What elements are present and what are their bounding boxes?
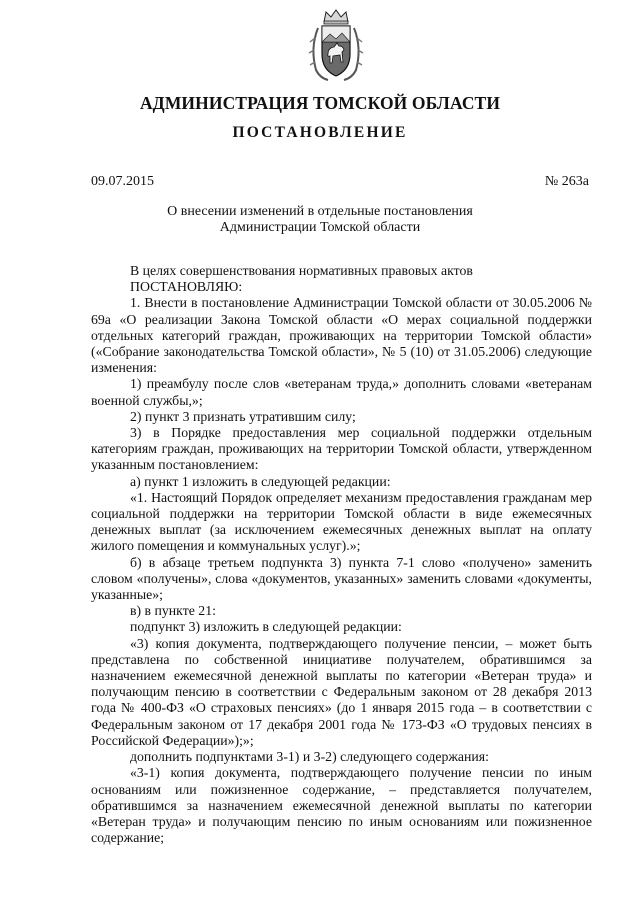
body-paragraph: «3) копия документа, подтверждающего получение пенсии, – может быть представлена по собственной инициативе получателем, обратившимся за назначением ежемесячной денежной выплаты по категории «Ветеран труда» и получающим пенсию в соответствии с Федеральным законом от 28 декабря 2013 года № 400-ФЗ «О страховых пенсиях» (до 1 января 2015 года – в соответствии с Федеральным законом от 17 декабря 2001 года № 173-ФЗ «О трудовых пенсиях в Российской Федерации»);»; [91, 635, 592, 748]
document-number: № 263а [544, 174, 589, 189]
subject-line: О внесении изменений в отдельные постановления [167, 204, 473, 219]
body-paragraph: 1) преамбулу после слов «ветеранам труда,» дополнить словами «ветеранам военной службы,»; [91, 376, 592, 408]
body-paragraph: 3) в Порядке предоставления мер социальной поддержки отдельным категориям граждан, проживающих на территории Томской области, утвержденном указанным постановлением: [91, 425, 592, 473]
document-body [91, 263, 592, 846]
document-type: ПОСТАНОВЛЕНИЕ [232, 124, 408, 141]
preamble-paragraph: В целях совершенствования нормативных правовых актов [130, 263, 473, 278]
body-paragraph: подпункт 3) изложить в следующей редакции: [130, 619, 402, 635]
document-subject [0, 204, 640, 236]
body-paragraph: б) в абзаце третьем подпункта 3) пункта 7-1 слово «получено» заменить словом «получены», слова «документов, указанных» заменить словами «документы, указанные»; [91, 554, 592, 603]
coat-of-arms-icon [306, 8, 366, 84]
body-paragraph: «1. Настоящий Порядок определяет механизм предоставления гражданам мер социальной поддержки на территории Томской области в виде ежемесячных денежных выплат (за исключением ежемесячных денежных выплат на оплату жилого помещения и коммунальных услуг).»; [91, 489, 592, 554]
organization-title: АДМИНИСТРАЦИЯ ТОМСКОЙ ОБЛАСТИ [139, 93, 501, 113]
document-date: 09.07.2015 [91, 174, 154, 189]
body-paragraph: дополнить подпунктами 3-1) и 3-2) следующего содержания: [130, 749, 489, 765]
body-paragraph: 1. Внести в постановление Администрации Томской области от 30.05.2006 № 69а «О реализации Закона Томской области «О мерах социальной поддержки отдельных категорий граждан, проживающих на территории Томской области» («Собрание законодательства Томской области», № 5 (10) от 31.05.2006) следующие изменения: [91, 295, 592, 376]
subject-line: Администрации Томской области [219, 220, 421, 235]
resolve-heading: ПОСТАНОВЛЯЮ: [130, 279, 243, 295]
body-paragraph: в) в пункте 21: [130, 603, 216, 619]
body-paragraph: 2) пункт 3 признать утратившим силу; [130, 408, 356, 424]
body-paragraph: «3-1) копия документа, подтверждающего получение пенсии по иным основаниям или пожизненное содержание, – представляется получателем, обратившимся за назначением ежемесячной денежной выплаты по категории «Ветеран труда» и получающим пенсию по иным основаниям или пожизненное содержание; [91, 765, 592, 846]
body-paragraph: а) пункт 1 изложить в следующей редакции: [130, 473, 391, 489]
